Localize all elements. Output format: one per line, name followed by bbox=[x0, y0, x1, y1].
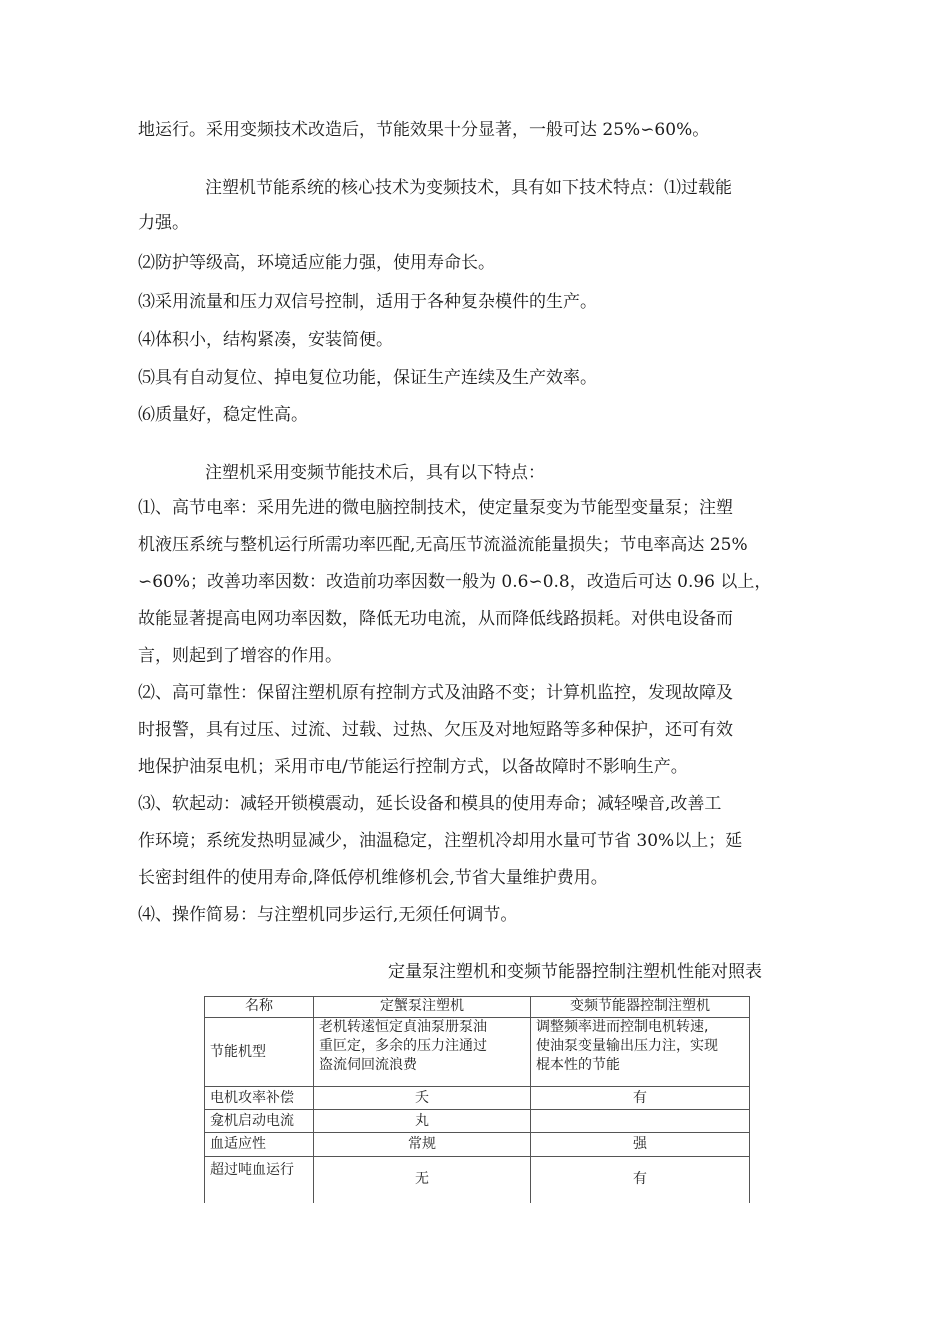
cell-line: 重叵定，多余的压力注通过 bbox=[319, 1038, 487, 1054]
paragraph-line: 故能显著提高电网功率因数，降低无功电流，从而降低线路损耗。对供电设备而 bbox=[138, 609, 733, 629]
paragraph-line: 地保护油泵电机；采用市电/节能运行控制方式，以备故障时不影响生产。 bbox=[138, 757, 688, 777]
header-cell: 变频节能器控制注塑机 bbox=[531, 997, 750, 1018]
paragraph-line: 时报警，具有过压、过流、过载、过热、欠压及对地短路等多种保护，还可有效 bbox=[138, 720, 733, 740]
table-cell: 丸 bbox=[314, 1110, 531, 1133]
row-name-cell: 血适应性 bbox=[205, 1133, 314, 1157]
list-item: ⑷体积小，结构紧凑，安装简便。 bbox=[138, 330, 393, 350]
paragraph-line: ⑶、软起动：减轻开锁模震动，延长设备和模具的使用寿命；减轻噪音,改善工 bbox=[138, 794, 722, 814]
table-row bbox=[205, 1087, 750, 1110]
paragraph-line: 机液压系统与整机运行所需功率匹配,无高压节流溢流能量损失；节电率高达 25% bbox=[138, 535, 748, 555]
paragraph-line: 长密封组件的使用寿命,降低停机维修机会,节省大量维护费用。 bbox=[138, 868, 608, 888]
row-name-cell: 节能机型 bbox=[205, 1018, 314, 1087]
paragraph-line: 地运行。采用变频技术改造后，节能效果十分显著，一般可达 25%∽60%。 bbox=[138, 120, 710, 140]
table-cell: 夭 bbox=[314, 1087, 531, 1110]
table-cell: 有 bbox=[531, 1157, 750, 1203]
table-header-row bbox=[205, 997, 750, 1018]
table-cell: 强 bbox=[531, 1133, 750, 1157]
paragraph-line: ∽60%；改善功率因数：改造前功率因数一般为 0.6∽0.8，改造后可达 0.96 以上， bbox=[138, 572, 772, 592]
paragraph-line: ⑴、高节电率：采用先进的微电脑控制技术，使定量泵变为节能型变量泵；注塑 bbox=[138, 498, 733, 518]
list-item: ⑸具有自动复位、掉电复位功能，保证生产连续及生产效率。 bbox=[138, 368, 597, 388]
paragraph-line: 力强。 bbox=[138, 213, 189, 233]
comparison-table bbox=[204, 996, 750, 1203]
table-row bbox=[205, 1110, 750, 1133]
table-cell: 常规 bbox=[314, 1133, 531, 1157]
cell-line: 棍本性的节能 bbox=[536, 1057, 620, 1073]
list-item: ⑹质量好，稳定性高。 bbox=[138, 405, 308, 425]
cell-line: 调整频率进而控制电机转速, bbox=[536, 1019, 709, 1035]
table-cell bbox=[531, 1110, 750, 1133]
paragraph-line: 作环境；系统发热明显减少，油温稳定，注塑机冷却用水量可节省 30%以上；延 bbox=[138, 831, 743, 851]
table-cell bbox=[314, 1018, 531, 1087]
header-cell: 名称 bbox=[205, 997, 314, 1018]
paragraph-line: 注塑机采用变频节能技术后，具有以下特点： bbox=[205, 463, 545, 483]
list-item: ⑵防护等级高，环境适应能力强，使用寿命长。 bbox=[138, 253, 495, 273]
table-cell: 无 bbox=[314, 1157, 531, 1203]
header-cell: 定蟹泵注塑机 bbox=[314, 997, 531, 1018]
cell-line: 盗流伺回流浪费 bbox=[319, 1057, 417, 1073]
paragraph-line: ⑷、操作简易：与注塑机同步运行,无须任何调节。 bbox=[138, 905, 518, 925]
table-cell: 有 bbox=[531, 1087, 750, 1110]
table-row bbox=[205, 1157, 750, 1203]
row-name-cell: 龛机启动电流 bbox=[205, 1110, 314, 1133]
row-name-cell: 超过吨血运行 bbox=[205, 1157, 314, 1203]
paragraph-line: 注塑机节能系统的核心技术为变频技术，具有如下技术特点：⑴过载能 bbox=[205, 178, 732, 198]
table-caption: 定量泵注塑机和变频节能器控制注塑机性能对照表 bbox=[388, 962, 762, 982]
paragraph-line: ⑵、高可靠性：保留注塑机原有控制方式及油路不变；计算机监控，发现故障及 bbox=[138, 683, 733, 703]
row-name-cell: 电机攻率补偿 bbox=[205, 1087, 314, 1110]
table-cell bbox=[531, 1018, 750, 1087]
cell-line: 使油泵变量输出压力注，实现 bbox=[536, 1038, 718, 1054]
table-row bbox=[205, 1018, 750, 1087]
table-row bbox=[205, 1133, 750, 1157]
cell-line: 老机转逺恒定貞油泵册泵油 bbox=[319, 1019, 487, 1035]
list-item: ⑶采用流量和压力双信号控制，适用于各种复杂模件的生产。 bbox=[138, 292, 597, 312]
paragraph-line: 言，则起到了增容的作用。 bbox=[138, 646, 342, 666]
